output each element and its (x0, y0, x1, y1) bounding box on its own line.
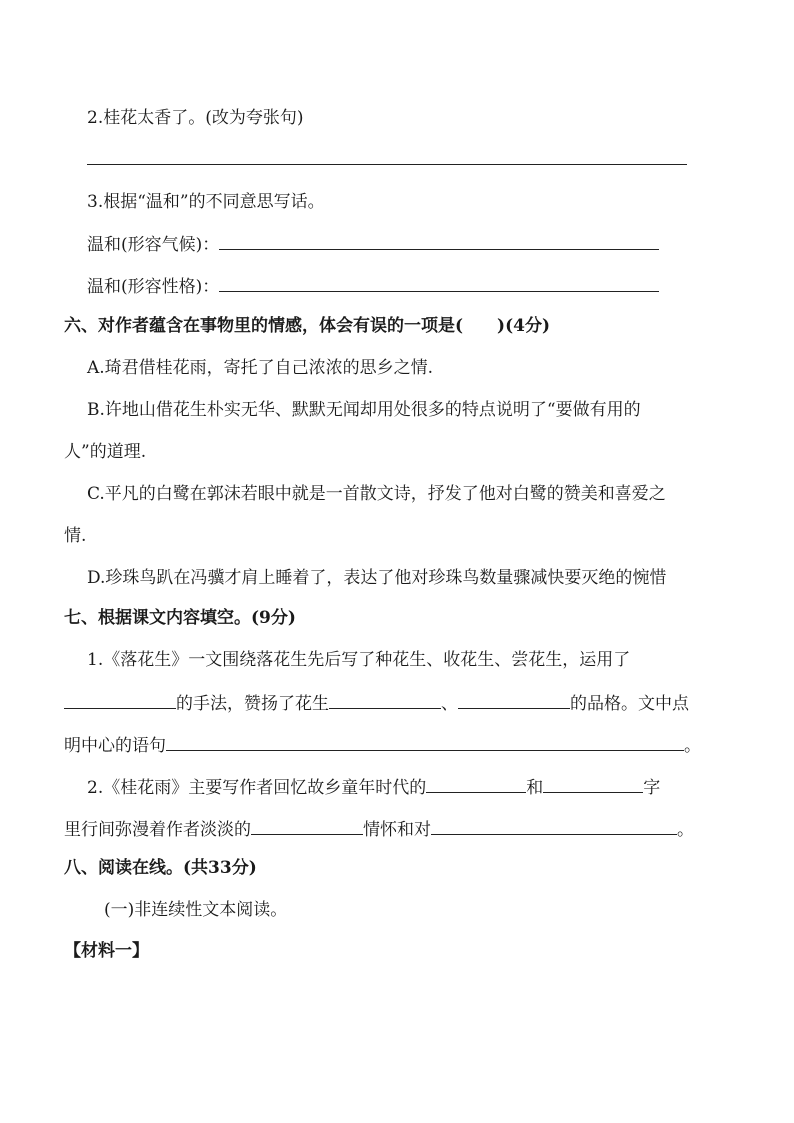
text: 。 (684, 736, 701, 756)
blank-feeling[interactable] (251, 816, 363, 835)
section6-option-b-line1: B.许地山借花生朴实无华、默默无闻却用处很多的特点说明了“要做有用的 (87, 400, 641, 420)
section7-q2-line2 (64, 816, 694, 842)
material-one-label: 【材料一】 (64, 941, 149, 961)
text: 里行间弥漫着作者淡淡的 (64, 820, 251, 840)
section7-q1-line1: 1.《落花生》一文围绕落花生先后写了种花生、收花生、尝花生，运用了 (87, 650, 631, 670)
blank-central-sentence[interactable] (166, 732, 684, 751)
blank-memory-2[interactable] (543, 774, 643, 793)
section6-option-c-line2: 情. (64, 526, 87, 546)
q2-answer-line[interactable] (87, 146, 687, 172)
q3-row1-blank[interactable] (219, 231, 659, 250)
section7-q1-line2 (64, 690, 689, 716)
text: 的品格。文中点 (570, 694, 689, 714)
text: 和 (526, 778, 544, 798)
text: 。 (677, 820, 694, 840)
q3-row1-label: 温和(形容气候)： (87, 235, 220, 255)
q3-row-climate (87, 231, 659, 257)
text: 的手法，赞扬了花生 (176, 694, 329, 714)
text: 字 (643, 778, 661, 798)
section6-option-c-line1: C.平凡的白鹭在郭沫若眼中就是一首散文诗，抒发了他对白鹭的赞美和喜爱之 (87, 484, 666, 504)
q3-row2-blank[interactable] (219, 273, 659, 292)
section6-heading: 六、对作者蕴含在事物里的情感，体会有误的一项是( )(4分) (64, 316, 551, 336)
section7-q1-line3 (64, 732, 701, 758)
section8-heading: 八、阅读在线。(共33分) (64, 858, 257, 878)
q3-row-character (87, 273, 659, 299)
blank-quality-2[interactable] (458, 690, 570, 709)
q3-row2-label: 温和(形容性格)： (87, 277, 220, 297)
q3-prompt: 3.根据“温和”的不同意思写话。 (87, 192, 325, 212)
text: 、 (441, 694, 458, 714)
section6-option-b-line2: 人”的道理. (64, 442, 147, 462)
blank-technique[interactable] (64, 690, 176, 709)
section6-option-a: A.琦君借桂花雨，寄托了自己浓浓的思乡之情. (87, 358, 434, 378)
text: 2.《桂花雨》主要写作者回忆故乡童年时代的 (87, 778, 427, 798)
blank-quality-1[interactable] (329, 690, 441, 709)
section6-option-d: D.珍珠鸟趴在冯骥才肩上睡着了，表达了他对珍珠鸟数量骤减快要灭绝的惋惜 (87, 568, 667, 588)
q2-prompt: 2.桂花太香了。(改为夸张句) (87, 108, 304, 128)
text: 情怀和对 (363, 820, 431, 840)
section7-q2-line1 (87, 774, 660, 800)
section8-sub-heading: (一)非连续性文本阅读。 (104, 900, 288, 920)
section7-heading: 七、根据课文内容填空。(9分) (64, 608, 296, 628)
text: 明中心的语句 (64, 736, 166, 756)
blank-longing[interactable] (431, 816, 677, 835)
blank-memory-1[interactable] (426, 774, 526, 793)
